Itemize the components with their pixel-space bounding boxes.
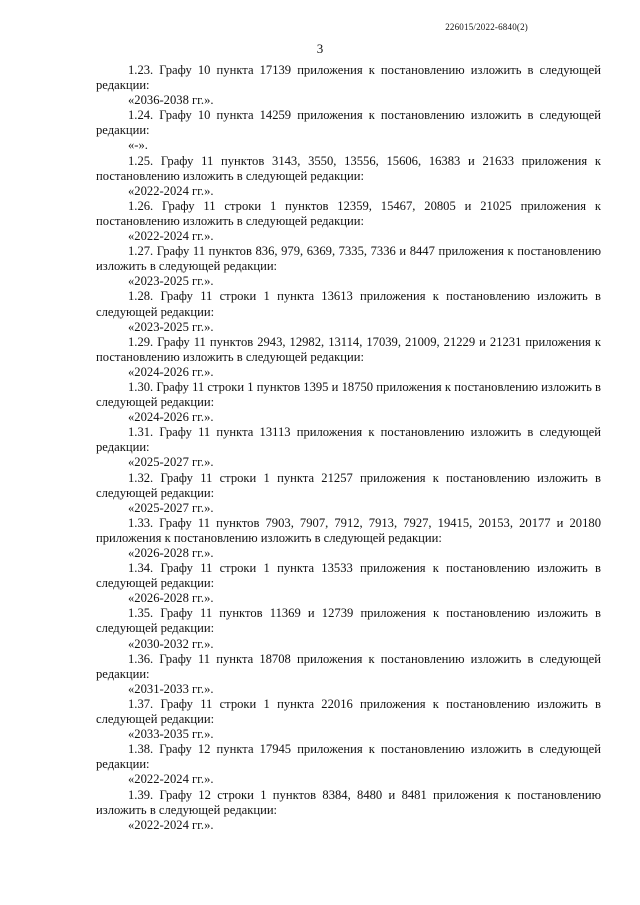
- document-item: [96, 788, 601, 833]
- document-item: [96, 289, 601, 334]
- document-item: [96, 63, 601, 108]
- item-text: 1.31. Графу 11 пункта 13113 приложения к постановлению изложить в следующей редакции:: [96, 425, 601, 455]
- item-value: «2025-2027 гг.».: [128, 455, 214, 470]
- item-text: 1.24. Графу 10 пункта 14259 приложения к постановлению изложить в следующей редакции:: [96, 108, 601, 138]
- item-value: «2022-2024 гг.».: [128, 229, 214, 244]
- item-text: 1.25. Графу 11 пунктов 3143, 3550, 13556, 15606, 16383 и 21633 приложения к постановлению изложить в следующей редакции:: [96, 153, 601, 183]
- item-text: 1.29. Графу 11 пунктов 2943, 12982, 13114, 17039, 21009, 21229 и 21231 приложения к постановлению изложить в следующей редакции:: [96, 334, 601, 364]
- document-item: [96, 471, 601, 516]
- document-item: [96, 425, 601, 470]
- page-number: 3: [316, 41, 324, 56]
- document-item: [96, 516, 601, 561]
- item-value: «2031-2033 гг.».: [128, 681, 214, 696]
- item-value: «2024-2026 гг.».: [128, 364, 214, 379]
- item-text: 1.26. Графу 11 строки 1 пунктов 12359, 15467, 20805 и 21025 приложения к постановлению изложить в следующей редакции:: [96, 198, 601, 228]
- item-text: 1.39. Графу 12 строки 1 пунктов 8384, 8480 и 8481 приложения к постановлению изложить в следующей редакции:: [96, 787, 601, 817]
- document-item: [96, 108, 601, 153]
- item-text: 1.33. Графу 11 пунктов 7903, 7907, 7912, 7913, 7927, 19415, 20153, 20177 и 20180 приложения к постановлению изложить в следующей редакции:: [96, 515, 601, 545]
- item-value: «2022-2024 гг.».: [128, 817, 214, 832]
- item-text: 1.32. Графу 11 строки 1 пункта 21257 приложения к постановлению изложить в следующей редакции:: [96, 470, 601, 500]
- item-text: 1.27. Графу 11 пунктов 836, 979, 6369, 7335, 7336 и 8447 приложения к постановлению изложить в следующей редакции:: [96, 244, 601, 274]
- item-value: «2033-2035 гг.».: [128, 727, 214, 742]
- item-value: «2024-2026 гг.».: [128, 410, 214, 425]
- item-text: 1.38. Графу 12 пункта 17945 приложения к постановлению изложить в следующей редакции:: [96, 742, 601, 772]
- item-value: «2026-2028 гг.».: [128, 546, 214, 560]
- item-text: 1.37. Графу 11 строки 1 пункта 22016 приложения к постановлению изложить в следующей редакции:: [96, 696, 601, 727]
- item-value: «-».: [128, 138, 148, 153]
- document-body: [96, 63, 601, 833]
- document-item: [96, 380, 601, 425]
- item-text: 1.28. Графу 11 строки 1 пункта 13613 приложения к постановлению изложить в следующей редакции:: [96, 289, 601, 319]
- document-item: [96, 244, 601, 289]
- item-text: 1.30. Графу 11 строки 1 пунктов 1395 и 18750 приложения к постановлению изложить в следующей редакции:: [96, 379, 601, 410]
- document-item: [96, 606, 601, 651]
- item-value: «2022-2024 гг.».: [128, 772, 214, 787]
- item-text: 1.35. Графу 11 пунктов 11369 и 12739 приложения к постановлению изложить в следующей редакции:: [96, 606, 601, 636]
- document-item: [96, 335, 601, 380]
- item-value: «2025-2027 гг.».: [128, 500, 214, 515]
- document-item: [96, 199, 601, 244]
- item-value: «2023-2025 гг.».: [128, 319, 214, 334]
- item-text: 1.34. Графу 11 строки 1 пункта 13533 приложения к постановлению изложить в следующей редакции:: [96, 561, 601, 591]
- item-text: 1.23. Графу 10 пункта 17139 приложения к постановлению изложить в следующей редакции:: [96, 63, 601, 93]
- item-value: «2022-2024 гг.».: [128, 183, 214, 198]
- item-value: «2030-2032 гг.».: [128, 636, 214, 651]
- item-value: «2036-2038 гг.».: [128, 93, 214, 108]
- document-item: [96, 742, 601, 787]
- item-text: 1.36. Графу 11 пункта 18708 приложения к постановлению изложить в следующей редакции:: [96, 651, 601, 681]
- item-value: «2026-2028 гг.».: [128, 591, 214, 606]
- document-item: [96, 652, 601, 697]
- document-item: [96, 154, 601, 199]
- document-item: [96, 561, 601, 606]
- document-number: 226015/2022-6840(2): [445, 22, 528, 32]
- document-item: [96, 697, 601, 742]
- item-value: «2023-2025 гг.».: [128, 274, 214, 289]
